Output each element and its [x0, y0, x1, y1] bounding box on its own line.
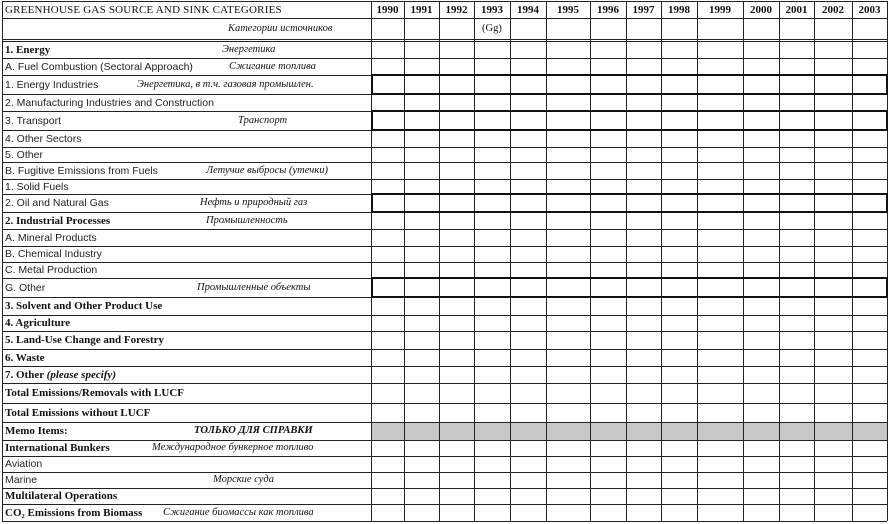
year-header-1991: 1991: [410, 4, 433, 16]
year-header-1994: 1994: [517, 4, 539, 16]
row-label-en-text: 1. Energy Industries: [5, 79, 99, 91]
row-label-ru: Энергетика: [222, 44, 276, 55]
year-header-1997: 1997: [632, 4, 655, 16]
row-label-en-text: A. Fuel Combustion (Sectoral Approach): [5, 61, 193, 73]
row-label-ru: Промышленные объекты: [197, 282, 311, 293]
units-label: (Gg): [482, 23, 502, 34]
row-label-en-text: 7. Other: [5, 369, 44, 381]
row-label-en: [5, 334, 164, 346]
grid-hline: [2, 162, 887, 163]
row-label-ru: Сжигание топлива: [229, 61, 316, 72]
grid-hline: [2, 456, 887, 457]
row-label-en: [5, 507, 142, 519]
grid-hline: [2, 440, 887, 441]
row-label-en-text: 5. Land-Use Change and Forestry: [5, 334, 165, 346]
row-label-en: [5, 490, 117, 502]
grid-hline: [2, 422, 887, 423]
row-label-en: [5, 282, 45, 294]
row-label-en: [5, 197, 109, 209]
year-header-1992: 1992: [445, 4, 468, 16]
table-subtitle-ru: Категории источников: [228, 23, 333, 34]
grid-hline: [2, 349, 887, 350]
row-label-ru: Международное бункерное топливо: [152, 442, 314, 453]
grid-hline: [2, 521, 887, 522]
highlight-row-box: [371, 74, 888, 95]
row-label-en: [5, 474, 37, 486]
row-label-en: [5, 264, 97, 276]
row-label-en-text: 3. Solvent and Other Product Use: [5, 300, 163, 312]
row-label-en: [5, 458, 42, 470]
year-header-1993: 1993: [481, 4, 503, 16]
row-label-en: [5, 442, 110, 454]
grid-hline: [2, 403, 887, 404]
highlight-row-box: [371, 277, 888, 298]
row-label-en: [5, 232, 97, 244]
row-label-en: [5, 317, 70, 329]
year-header-2001: 2001: [785, 4, 808, 16]
year-header-2000: 2000: [750, 4, 772, 16]
row-label-en: [5, 352, 45, 364]
row-label-en-text: A. Mineral Products: [5, 232, 97, 244]
grid-hline: [2, 229, 887, 230]
row-label-en-text: B. Chemical Industry: [5, 248, 102, 260]
row-label-en-text: 1. Solid Fuels: [5, 181, 69, 193]
row-label-en: [5, 407, 150, 419]
row-label-en: [5, 300, 162, 312]
row-label-en: [5, 181, 69, 193]
grid-hline: [2, 58, 887, 59]
row-label-en-text: 3. Transport: [5, 115, 62, 127]
row-label-ru: Энергетика, в т.ч. газовая промышлен.: [137, 79, 314, 90]
row-label-en: [5, 248, 102, 260]
row-label-en: [5, 61, 193, 73]
row-label-ru: Морские суда: [213, 474, 274, 485]
row-label-en-text: 2. Oil and Natural Gas: [5, 197, 109, 209]
year-header-1996: 1996: [597, 4, 619, 16]
row-label-en-text: International Bunkers: [5, 442, 110, 454]
row-label-en-text: C. Metal Production: [5, 264, 98, 276]
grid-vline: [2, 1, 3, 521]
row-label-en-text: Aviation: [5, 458, 43, 470]
row-label-ru: Промышленность: [206, 215, 288, 226]
row-label-en: [5, 387, 184, 399]
grid-hline: [2, 315, 887, 316]
year-header-2002: 2002: [822, 4, 844, 16]
year-header-1999: 1999: [709, 4, 731, 16]
row-label-en: [5, 215, 110, 227]
row-label-ru: Транспорт: [238, 115, 288, 126]
grid-hline: [2, 179, 887, 180]
row-label-en-text: 4. Agriculture: [5, 317, 71, 329]
row-label-en-text: Total Emissions/Removals with LUCF: [5, 387, 184, 399]
grid-hline: [2, 366, 887, 367]
row-label-en: [5, 425, 68, 437]
row-label-ru: Сжигание биомассы как топлива: [163, 507, 314, 518]
row-label-en-text: 4. Other Sectors: [5, 133, 82, 145]
row-label-en-suffix: (please specify): [46, 369, 116, 381]
grid-hline: [2, 246, 887, 247]
row-label-en: [5, 149, 43, 161]
highlight-row-box: [371, 193, 888, 213]
row-label-en-text: Multilateral Operations: [5, 490, 118, 502]
row-label-ru: Нефть и природный газ: [200, 197, 308, 208]
row-label-en-text: Memo Items:: [5, 425, 68, 437]
year-header-1998: 1998: [668, 4, 690, 16]
memo-row-shading: [371, 422, 887, 440]
row-label-en: [5, 44, 50, 56]
grid-hline: [2, 147, 887, 148]
grid-hline: [2, 41, 887, 42]
row-label-en-text: CO₂ Emissions from Biomass: [5, 507, 143, 519]
row-label-en-text: Marine: [5, 474, 38, 486]
grid-hline: [2, 1, 887, 2]
year-header-1995: 1995: [557, 4, 579, 16]
row-label-en: [5, 165, 158, 177]
row-label-ru: ТОЛЬКО ДЛЯ СПРАВКИ: [194, 425, 313, 436]
grid-hline: [2, 472, 887, 473]
row-label-en-text: 1. Energy: [5, 44, 51, 56]
row-label-en-text: 5. Other: [5, 149, 43, 161]
row-label-en: [5, 115, 61, 127]
row-label-en-text: G. Other: [5, 282, 46, 294]
grid-hline: [2, 504, 887, 505]
row-label-en-text: Total Emissions without LUCF: [5, 407, 151, 419]
grid-hline: [2, 39, 887, 40]
highlight-row-box: [371, 110, 888, 131]
table-title: GREENHOUSE GAS SOURCE AND SINK CATEGORIES: [5, 4, 282, 16]
year-header-1990: 1990: [376, 4, 399, 16]
row-label-en: [5, 369, 116, 381]
row-label-ru: Летучие выбросы (утечки): [206, 165, 328, 176]
grid-hline: [2, 488, 887, 489]
row-label-en-text: 2. Manufacturing Industries and Construction: [5, 97, 214, 109]
row-label-en: [5, 97, 214, 109]
row-label-en-text: 2. Industrial Processes: [5, 215, 111, 227]
grid-hline: [2, 331, 887, 332]
row-label-en: [5, 79, 98, 91]
row-label-en-text: 6. Waste: [5, 352, 45, 364]
year-header-2003: 2003: [858, 4, 881, 16]
grid-hline: [2, 262, 887, 263]
row-label-en: [5, 133, 81, 145]
grid-hline: [2, 18, 887, 19]
grid-hline: [2, 383, 887, 384]
row-label-en-text: B. Fugitive Emissions from Fuels: [5, 165, 158, 177]
